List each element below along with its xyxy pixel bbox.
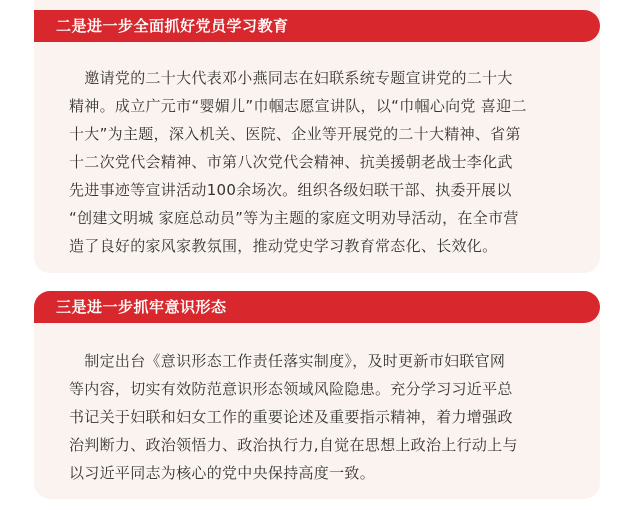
- paragraph-line: 制定出台《意识形态工作责任落实制度》，及时更新市妇联官网: [69, 352, 506, 370]
- paragraph-line: 先进事迹等宣讲活动100余场次。组织各级妇联干部、执委开展以: [69, 181, 512, 199]
- section-body: [69, 347, 574, 487]
- paragraph-line: 等内容，切实有效防范意识形态领域风险隐患。充分学习习近平总: [69, 380, 513, 398]
- paragraph-line: 造了良好的家风家教氛围，推动党史学习教育常态化、长效化。: [69, 237, 498, 255]
- section-body: [69, 64, 574, 260]
- paragraph-line: 精神。成立广元市“婴媚儿”巾帼志愿宣讲队，以“巾帼心向党 喜迎二: [69, 97, 527, 115]
- paragraph-line: 书记关于妇联和妇女工作的重要论述及重要指示精神，着力增强政: [69, 408, 513, 426]
- paragraph-line: 邀请党的二十大代表邓小燕同志在妇联系统专题宣讲党的二十大: [69, 69, 513, 87]
- section-header: [34, 10, 600, 42]
- section-header: [34, 291, 600, 323]
- paragraph-line: 以习近平同志为核心的党中央保持高度一致。: [69, 464, 376, 482]
- paragraph-line: “创建文明城 家庭总动员”等为主题的家庭文明劝导活动，在全市营: [69, 209, 519, 227]
- paragraph-line: 治判断力、政治领悟力、政治执行力,自觉在思想上政治上行动上与: [69, 436, 518, 454]
- section-title: 三是进一步抓牢意识形态: [56, 298, 227, 316]
- section-title: 二是进一步全面抓好党员学习教育: [56, 17, 289, 35]
- paragraph-line: 十二次党代会精神、市第八次党代会精神、抗美援朝老战士李化武: [69, 153, 513, 171]
- section-party-education: [34, 0, 600, 273]
- paragraph-line: 十大”为主题，深入机关、医院、企业等开展党的二十大精神、省第: [69, 125, 521, 143]
- section-ideology: [34, 291, 600, 499]
